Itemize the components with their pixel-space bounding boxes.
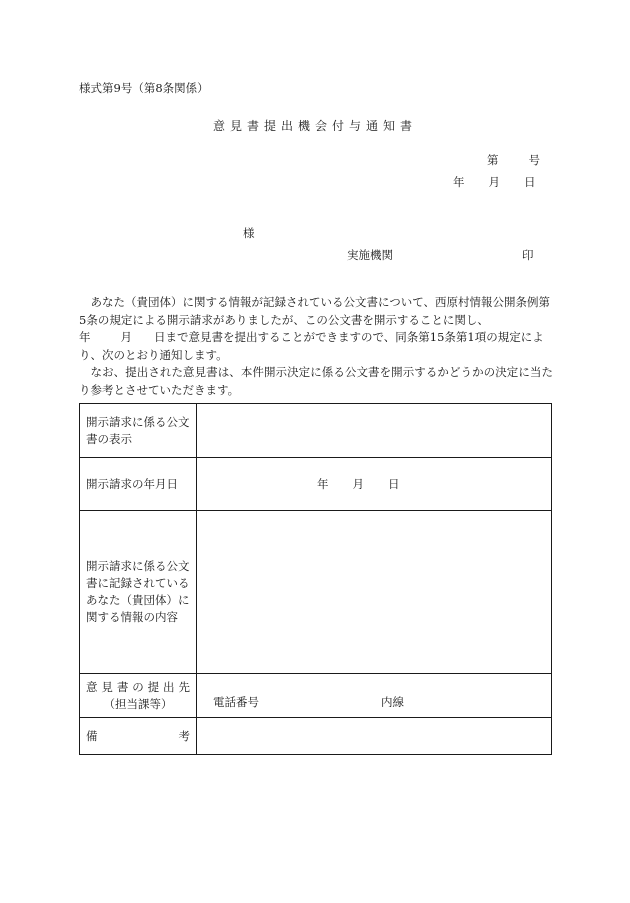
date-day: 日: [524, 175, 536, 189]
number-prefix: 第: [487, 153, 499, 167]
date-month: 月: [488, 175, 500, 189]
notice-body: [79, 294, 553, 400]
table-row: [80, 511, 552, 674]
table-row: [80, 674, 552, 718]
table-row: [80, 458, 552, 511]
remarks-label: [80, 718, 197, 755]
paragraph-1-line-2: 5条の規定による開示請求がありましたが、この公文書を開示することに関し、: [79, 312, 489, 327]
notice-form-table: [79, 403, 552, 755]
submission-char: 書: [116, 679, 129, 694]
paragraph-1-line-3: [79, 329, 553, 347]
table-row: [80, 718, 552, 755]
paragraph-1-line-1: あなた（貴団体）に関する情報が記録されている公文書について、西原村情報公開条例第: [90, 295, 551, 309]
submission-char: 見: [101, 679, 113, 694]
document-date-line: [453, 175, 536, 189]
remarks-char: 備: [86, 728, 98, 743]
document-number-line: [487, 153, 540, 167]
submission-char: 意: [86, 679, 98, 694]
submission-destination-value: [197, 674, 552, 718]
date-year: 年: [453, 175, 465, 189]
info-content-value: [197, 511, 552, 674]
addressee-suffix: 様: [243, 226, 255, 240]
submission-char: 出: [163, 679, 175, 694]
document-display-label: 開示請求に係る公文書の表示: [80, 404, 197, 458]
submission-char: の: [132, 679, 144, 694]
phone-label: 電話番号: [213, 695, 259, 709]
request-month: 月: [352, 476, 364, 491]
deadline-month: 月: [120, 330, 132, 345]
remarks-value: [197, 718, 552, 755]
remarks-char: 考: [178, 728, 190, 743]
paragraph-1-line-3-text: 日まで意見書を提出することができますので、同条第15条第1項の規定によ: [154, 330, 544, 345]
submission-destination-label: [80, 674, 197, 718]
seal-mark: 印: [522, 248, 534, 262]
agency-label: 実施機関: [347, 248, 393, 262]
extension-label: 内線: [381, 695, 404, 709]
request-day: 日: [388, 476, 400, 491]
paragraph-2: なお、提出された意見書は、本件開示決定に係る公文書を開示するかどうかの決定に当たり参考とさせていただきます。: [79, 365, 553, 397]
request-year: 年: [317, 476, 329, 491]
submission-char: 提: [147, 679, 160, 694]
document-display-value: [197, 404, 552, 458]
submission-char: 先: [178, 679, 190, 694]
paragraph-1-line-4: り、次のとおり通知します。: [79, 347, 228, 362]
number-suffix: 号: [528, 153, 540, 167]
submission-label-line-1: [86, 679, 190, 696]
submission-label-line-2: （担当課等）: [103, 696, 173, 711]
form-number-label: 様式第9号（第8条関係）: [79, 81, 209, 95]
request-date-label: 開示請求の年月日: [80, 458, 197, 511]
request-date-value: [197, 458, 552, 511]
table-row: [80, 404, 552, 458]
deadline-year: 年: [79, 330, 91, 345]
info-content-label: 開示請求に係る公文書に記録されているあなた（貴団体）に関する情報の内容: [80, 511, 197, 674]
document-title: 意見書提出機会付与通知書: [212, 119, 417, 133]
